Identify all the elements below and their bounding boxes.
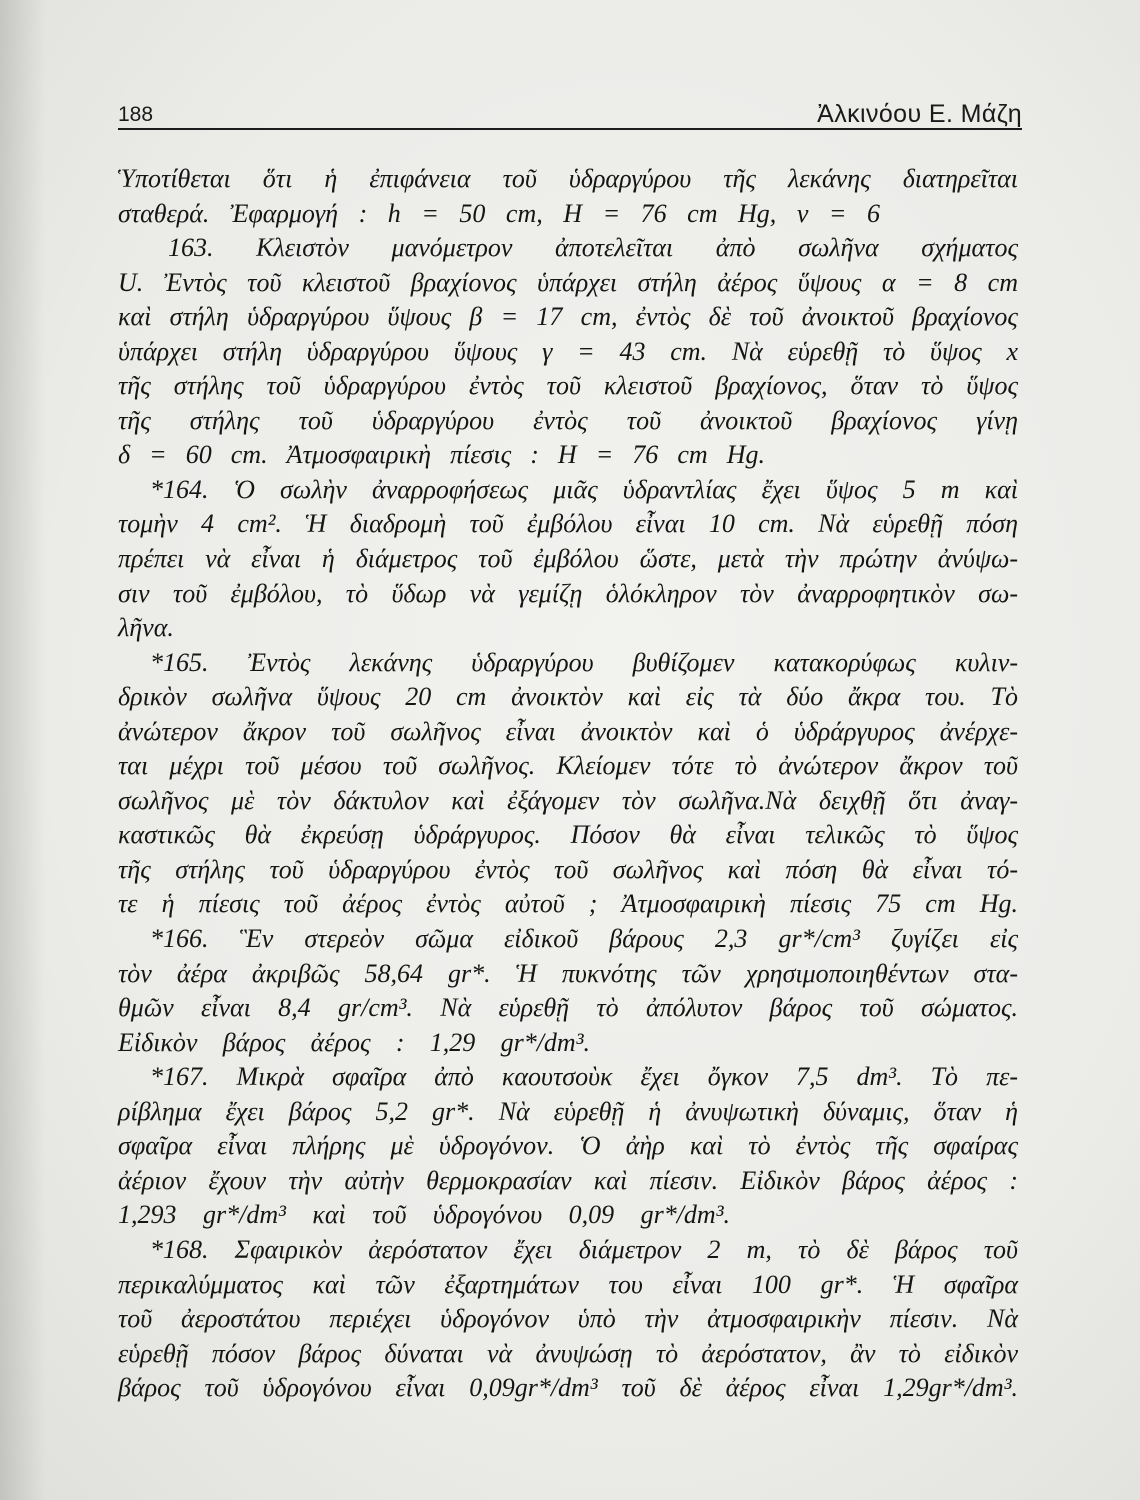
problem-168 (118, 1233, 1018, 1406)
text-line (118, 369, 1018, 404)
line-text: ἀέριον ἔχουν τὴν αὐτὴν θερμοκρασίαν καὶ πίεσιν. Εἰδικὸν βάρος ἀέρος : (118, 1165, 1018, 1195)
text-line (118, 646, 1018, 681)
text-line (118, 991, 1018, 1026)
problem-164 (118, 473, 1018, 646)
line-text: καὶ στήλη ὑδραργύρου ὕψους β = 17 cm, ἐντὸς δὲ τοῦ ἀνοικτοῦ βραχίονος (118, 302, 1018, 332)
problem-163 (118, 231, 1018, 473)
text-line (118, 784, 1018, 819)
line-text: τῆς στήλης τοῦ ὑδραργύρου ἐντὸς τοῦ ἀνοικτοῦ βραχίονος γίνῃ (118, 405, 1018, 435)
text-line (118, 922, 1018, 957)
line-text: *166. Ἓν στερεὸν σῶμα εἰδικοῦ βάρους 2,3 gr*/cm³ ζυγίζει εἰς (150, 924, 1018, 954)
line-text: λῆνα. (118, 613, 174, 643)
line-text: εὑρεθῇ πόσον βάρος δύναται νὰ ἀνυψώσῃ τὸ ἀερόστατον, ἂν τὸ εἰδικὸν (118, 1338, 1018, 1368)
line-text: δρικὸν σωλῆνα ὕψους 20 cm ἀνοικτὸν καὶ εἰς τὰ δύο ἄκρα του. Τὸ (118, 682, 1018, 712)
text-line (118, 542, 1018, 577)
line-text: θμῶν εἶναι 8,4 gr/cm³. Νὰ εὑρεθῇ τὸ ἀπόλυτον βάρος τοῦ σώματος. (118, 993, 1018, 1023)
text-line (118, 1233, 1018, 1268)
text-line (118, 1337, 1018, 1372)
line-text: καστικῶς θὰ ἐκρεύσῃ ὑδράργυρος. Πόσον θὰ εἶναι τελικῶς τὸ ὕψος (118, 820, 1018, 850)
text-line (118, 1095, 1018, 1130)
text-line (118, 197, 1018, 232)
line-text: σωλῆνος μὲ τὸν δάκτυλον καὶ ἐξάγομεν τὸν σωλῆνα.Νὰ δειχθῇ ὅτι ἀναγ- (118, 785, 1018, 815)
line-text: *164. Ὁ σωλὴν ἀναρροφήσεως μιᾶς ὑδραντλίας ἔχει ὕψος 5 m καὶ (150, 474, 1018, 504)
running-title-author: Ἀλκινόου Ε. Μάζη (817, 100, 1022, 128)
line-text: τομὴν 4 cm². Ἡ διαδρομὴ τοῦ ἐμβόλου εἶναι 10 cm. Νὰ εὑρεθῇ πόση (118, 509, 1018, 539)
text-line (118, 1164, 1018, 1199)
line-text: ἀνώτερον ἄκρον τοῦ σωλῆνος εἶναι ἀνοικτὸν καὶ ὁ ὑδράργυρος ἀνέρχε- (118, 716, 1018, 746)
line-text: Εἰδικὸν βάρος ἀέρος : 1,29 gr*/dm³. (118, 1027, 590, 1057)
text-line (118, 680, 1018, 715)
text-line (118, 300, 1018, 335)
line-text: *165. Ἐντὸς λεκάνης ὑδραργύρου βυθίζομεν κατακορύφως κυλιν- (150, 647, 1018, 677)
header-rule (118, 128, 1022, 130)
line-text: περικαλύμματος καὶ τῶν ἐξαρτημάτων του εἶναι 100 gr*. Ἡ σφαῖρα (118, 1269, 1018, 1299)
line-text: ὑπάρχει στήλη ὑδραργύρου ὕψους γ = 43 cm. Νὰ εὑρεθῇ τὸ ὕψος x (118, 336, 1018, 366)
binding-shadow (0, 0, 46, 1500)
problem-167 (118, 1060, 1018, 1233)
text-line (118, 1371, 1018, 1406)
text-line (118, 715, 1018, 750)
line-text: δ = 60 cm. Ἀτμοσφαιρικὴ πίεσις : H = 76 cm Hg. (118, 440, 765, 470)
text-line (118, 438, 1018, 473)
running-header (118, 101, 1022, 127)
text-line (118, 231, 1018, 266)
text-line (118, 1302, 1018, 1337)
line-text: σιν τοῦ ἐμβόλου, τὸ ὕδωρ νὰ γεμίζῃ ὁλόκληρον τὸν ἀναρροφητικὸν σω- (118, 578, 1018, 608)
line-text: πρέπει νὰ εἶναι ἡ διάμετρος τοῦ ἐμβόλου ὥστε, μετὰ τὴν πρώτην ἀνύψω- (118, 544, 1018, 574)
line-text: 163. Κλειστὸν μανόμετρον ἀποτελεῖται ἀπὸ σωλῆνα σχήματος (168, 233, 1018, 263)
line-text: σταθερά. Ἐφαρμογή : h = 50 cm, H = 76 cm Hg, ν = 6 (118, 198, 880, 228)
line-text: U. Ἐντὸς τοῦ κλειστοῦ βραχίονος ὑπάρχει στήλη ἀέρος ὕψους α = 8 cm (118, 267, 1018, 297)
page-body (118, 162, 1018, 1406)
text-line (118, 749, 1018, 784)
text-line (118, 1129, 1018, 1164)
line-text: ρίβλημα ἔχει βάρος 5,2 gr*. Νὰ εὑρεθῇ ἡ ἀνυψωτικὴ δύναμις, ὅταν ἡ (118, 1096, 1018, 1126)
page-number: 188 (118, 103, 154, 126)
text-line (118, 1060, 1018, 1095)
text-line (118, 162, 1018, 197)
text-line (118, 507, 1018, 542)
text-line (118, 957, 1018, 992)
line-text: 1,293 gr*/dm³ καὶ τοῦ ὑδρογόνου 0,09 gr*/dm³. (118, 1200, 730, 1230)
text-line (118, 611, 1018, 646)
line-text: τοῦ ἀεροστάτου περιέχει ὑδρογόνον ὑπὸ τὴν ἀτμοσφαιρικὴν πίεσιν. Νὰ (118, 1304, 1018, 1334)
text-line (118, 473, 1018, 508)
line-text: τὸν ἀέρα ἀκριβῶς 58,64 gr*. Ἡ πυκνότης τῶν χρησιμοποιηθέντων στα- (118, 958, 1018, 988)
line-text: *168. Σφαιρικὸν ἀερόστατον ἔχει διάμετρον 2 m, τὸ δὲ βάρος τοῦ (150, 1234, 1018, 1264)
text-line (118, 818, 1018, 853)
text-line (118, 266, 1018, 301)
line-text: Ὑποτίθεται ὅτι ἡ ἐπιφάνεια τοῦ ὑδραργύρου τῆς λεκάνης διατηρεῖται (118, 164, 1018, 193)
line-text: τῆς στήλης τοῦ ὑδραργύρου ἐντὸς τοῦ κλειστοῦ βραχίονος, ὅταν τὸ ὕψος (118, 371, 1018, 401)
text-line (118, 1198, 1018, 1233)
text-line (118, 1026, 1018, 1061)
problem-165 (118, 646, 1018, 922)
problem-166 (118, 922, 1018, 1060)
line-text: *167. Μικρὰ σφαῖρα ἀπὸ καουτσοὺκ ἔχει ὄγκον 7,5 dm³. Τὸ πε- (150, 1062, 1018, 1092)
text-line (118, 887, 1018, 922)
text-line (118, 335, 1018, 370)
line-text: βάρος τοῦ ὑδρογόνου εἶναι 0,09gr*/dm³ τοῦ δὲ ἀέρος εἶναι 1,29gr*/dm³. (118, 1373, 1018, 1403)
paragraph-continuation (118, 162, 1018, 231)
line-text: ται μέχρι τοῦ μέσου τοῦ σωλῆνος. Κλείομεν τότε τὸ ἀνώτερον ἄκρον τοῦ (118, 751, 1018, 781)
line-text: σφαῖρα εἶναι πλήρης μὲ ὑδρογόνον. Ὁ ἀὴρ καὶ τὸ ἐντὸς τῆς σφαίρας (118, 1131, 1018, 1161)
text-line (118, 853, 1018, 888)
line-text: τε ἡ πίεσις τοῦ ἀέρος ἐντὸς αὐτοῦ ; Ἀτμοσφαιρικὴ πίεσις 75 cm Hg. (118, 889, 1018, 919)
line-text: τῆς στήλης τοῦ ὑδραργύρου ἐντὸς τοῦ σωλῆνος καὶ πόση θὰ εἶναι τό- (118, 854, 1018, 884)
text-line (118, 404, 1018, 439)
text-line (118, 577, 1018, 612)
text-line (118, 1268, 1018, 1303)
